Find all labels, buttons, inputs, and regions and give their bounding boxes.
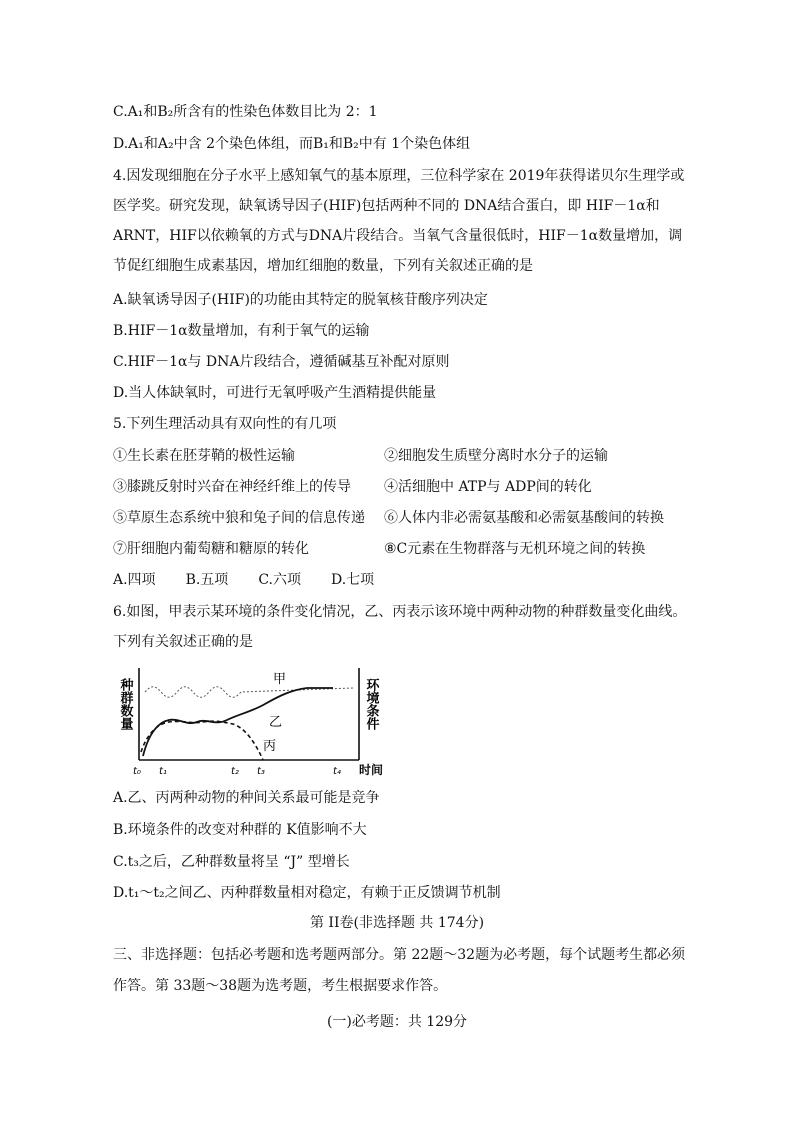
curve-bing bbox=[141, 721, 263, 760]
q6-option-b: B.环境条件的改变对种群的 K值影响不大 bbox=[113, 822, 367, 838]
q5-choice-a: A.四项 bbox=[113, 572, 156, 588]
label-jia: 甲 bbox=[273, 672, 287, 687]
q5-choice-c: C.六项 bbox=[258, 572, 301, 588]
q5-item-1: ①生长素在胚芽鞘的极性运输 bbox=[113, 448, 295, 464]
label-yi: 乙 bbox=[269, 715, 283, 730]
x-axis-label: 时间 bbox=[359, 763, 384, 777]
required-title: (一)必考题：共 129分 bbox=[326, 1014, 468, 1030]
tick-t1: t₁ bbox=[159, 766, 167, 777]
q5-choices bbox=[113, 570, 404, 590]
label-bing: 丙 bbox=[263, 739, 277, 754]
q4-option-c: C.HIF－1α与 DNA片段结合，遵循碱基互补配对原则 bbox=[113, 354, 450, 370]
q4-stem-line3: ARNT，HIF以依赖氧的方式与DNA片段结合。当氧气含量很低时，HIF－1α数量增加，调 bbox=[113, 228, 683, 244]
q5-item-4: ④活细胞中 ATP与 ADP间的转化 bbox=[384, 479, 592, 495]
population-figure bbox=[113, 660, 393, 780]
q6-stem-line2: 下列有关叙述正确的是 bbox=[113, 634, 253, 650]
q4-stem-line4: 节促红细胞生成素基因，增加红细胞的数量，下列有关叙述正确的是 bbox=[113, 258, 533, 274]
q5-stem: 5.下列生理活动具有双向性的有几项 bbox=[113, 416, 337, 432]
q5-choice-b: B.五项 bbox=[185, 572, 229, 588]
q6-stem-line1: 6.如图，甲表示某环境的条件变化情况，乙、丙表示该环境中两种动物的种群数量变化曲线。 bbox=[113, 604, 687, 620]
q4-stem-line1: 4.因发现细胞在分子水平上感知氧气的基本原理，三位科学家在 2019年获得诺贝尔生理学或 bbox=[113, 168, 685, 184]
q5-item-7: ⑦肝细胞内葡萄糖和糖原的转化 bbox=[113, 541, 309, 557]
q5-item-5: ⑤草原生态系统中狼和兔子间的信息传递 bbox=[113, 510, 365, 526]
q4-option-a: A.缺氧诱导因子(HIF)的功能由其特定的脱氧核苷酸序列决定 bbox=[113, 292, 488, 308]
q3-option-d: D.A₁和A₂中含 2个染色体组，而B₁和B₂中有 1个染色体组 bbox=[113, 136, 471, 152]
q5-item-3: ③膝跳反射时兴奋在神经纤维上的传导 bbox=[113, 479, 351, 495]
q5-choice-d: D.七项 bbox=[330, 572, 375, 588]
q6-option-c: C.t₃之后，乙种群数量将呈 “J” 型增长 bbox=[113, 854, 350, 870]
part3-line2: 作答。第 33题～38题为选考题，考生根据要求作答。 bbox=[113, 978, 448, 994]
q5-item-6: ⑥人体内非必需氨基酸和必需氨基酸间的转换 bbox=[384, 510, 664, 526]
tick-t2: t₂ bbox=[231, 766, 239, 777]
q4-stem-line2: 医学奖。研究发现，缺氧诱导因子(HIF)包括两种不同的 DNA结合蛋白，即 HIF－1α和 bbox=[113, 198, 660, 214]
y-axis-label-right: 环境条件 bbox=[363, 678, 379, 730]
tick-t4: t₄ bbox=[333, 766, 341, 777]
q4-option-b: B.HIF－1α数量增加，有利于氧气的运输 bbox=[113, 323, 370, 339]
q5-item-2: ②细胞发生质壁分离时水分子的运输 bbox=[384, 448, 608, 464]
q6-option-d: D.t₁～t₂之间乙、丙种群数量相对稳定，有赖于正反馈调节机制 bbox=[113, 885, 501, 901]
q3-option-c: C.A₁和B₂所含有的性染色体数目比为 2：1 bbox=[113, 104, 378, 120]
tick-t3: t₃ bbox=[257, 766, 265, 777]
q6-option-a: A.乙、丙两种动物的种间关系最可能是竞争 bbox=[113, 790, 380, 806]
y-axis-label-left: 种群数量 bbox=[117, 678, 133, 730]
tick-t0: t₀ bbox=[133, 766, 141, 777]
q5-item-8: ⑧C元素在生物群落与无机环境之间的转换 bbox=[384, 541, 646, 557]
volume-title: 第 II卷(非选择题 共 174分) bbox=[309, 915, 485, 931]
part3-line1: 三、非选择题：包括必考题和选考题两部分。第 22题～32题为必考题，每个试题考生都必须 bbox=[113, 947, 686, 963]
q4-option-d: D.当人体缺氧时，可进行无氧呼吸产生酒精提供能量 bbox=[113, 385, 437, 401]
